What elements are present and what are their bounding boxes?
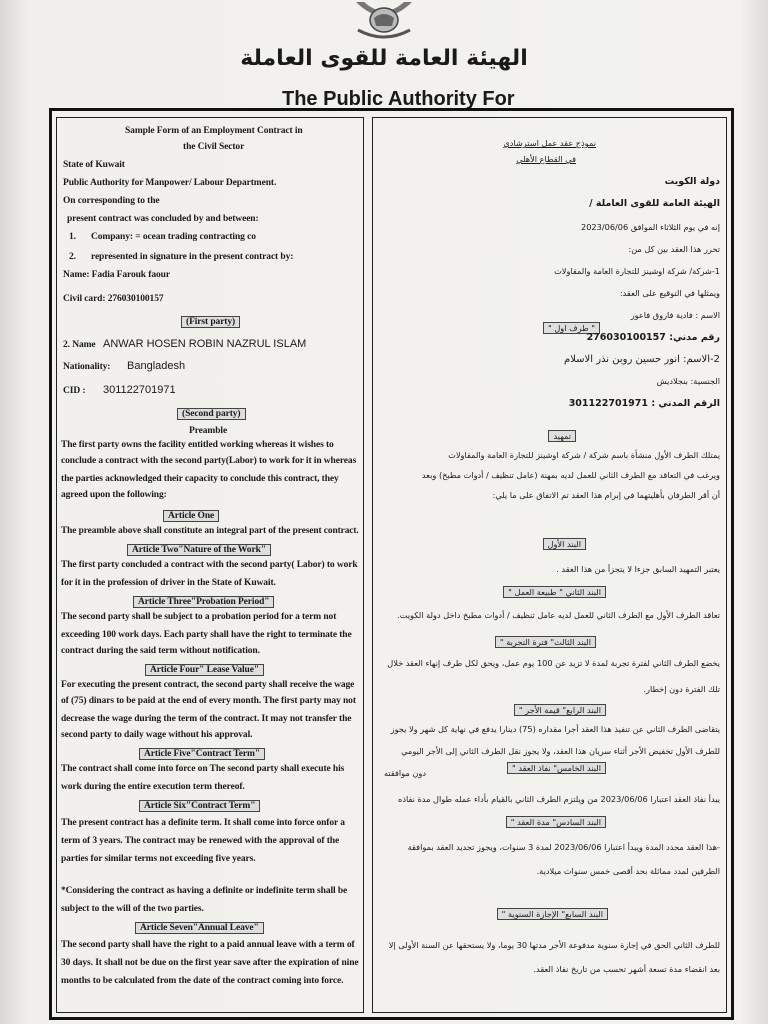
arabic-preamble-line: أن أقر الطرفان بأهليتهما في إبرام هذا العقد تم الاتفاق على ما يلي: bbox=[492, 490, 720, 500]
term-note-text: subject to the will of the two parties. bbox=[61, 904, 204, 914]
arabic-second-party-name: 2-الاسم: انور حسين روبن نذر الاسلام bbox=[564, 354, 720, 365]
cid-value: 301122701971 bbox=[103, 384, 176, 396]
article-two-text: for it in the profession of driver in the State of Kuwait. bbox=[61, 578, 276, 588]
arabic-article-four-text: دون موافقته bbox=[383, 768, 426, 778]
concluded-text: present contract was concluded by and between: bbox=[67, 214, 259, 224]
arabic-article-five-text: يبدأ نفاذ العقد اعتبارا 2023/06/06 من ويلتزم الطرف الثاني بالقيام بأداء عمله طوال مدة نفاذه bbox=[398, 794, 720, 804]
arabic-article-two-title: البند الثاني " طبيعة العمل " bbox=[503, 586, 606, 598]
form-title-line-1: Sample Form of an Employment Contract in bbox=[125, 126, 303, 136]
emblem-icon bbox=[352, 0, 416, 42]
represented-line: represented in signature in the present contract by: bbox=[91, 252, 294, 262]
preamble-line: The first party owns the facility entitled working whereas it wishes to bbox=[61, 440, 334, 450]
article-one-text: The preamble above shall constitute an integral part of the present contract. bbox=[61, 526, 359, 536]
corresponding-text: On corresponding to the bbox=[63, 196, 160, 206]
article-five-title: Article Five"Contract Term" bbox=[139, 748, 265, 760]
arabic-article-six-title: البند السادس" مدة العقد " bbox=[506, 816, 606, 828]
arabic-cid: الرقم المدني : 301122701971 bbox=[568, 398, 720, 409]
article-seven-title: Article Seven"Annual Leave" bbox=[135, 922, 264, 934]
contract-frame bbox=[49, 108, 734, 1020]
arabic-company: 1-شركة/ شركة اوشينز للتجارة العامة والمقاولات bbox=[554, 266, 720, 276]
arabic-authority: الهيئة العامة للقوى العاملة / bbox=[589, 198, 720, 209]
arabic-article-seven-title: البند السابع" الإجازة السنوية " bbox=[497, 908, 608, 920]
english-authority-title: The Public Authority For bbox=[282, 88, 515, 110]
arabic-preamble-title: تمهيد bbox=[548, 430, 576, 442]
arabic-represented: ويمثلها في التوقيع على العقد: bbox=[619, 288, 720, 298]
article-five-text: The contract shall come into force on The second party shall execute his bbox=[61, 764, 345, 774]
represented-number: 2. bbox=[69, 252, 76, 262]
state-label: State of Kuwait bbox=[63, 160, 125, 170]
article-six-title: Article Six"Contract Term" bbox=[139, 800, 260, 812]
article-six-text: term of 3 years. The contract may be renewed with the approval of the bbox=[61, 836, 340, 846]
arabic-form-title-line-2: في القطاع الأهلي bbox=[516, 154, 576, 164]
article-two-text: The first party concluded a contract with the second party( Labor) to work bbox=[61, 560, 358, 570]
article-four-text: of (75) dinars to be paid at the end of every month. The first party may not bbox=[61, 696, 356, 706]
arabic-article-three-text: يخضع الطرف الثاني لفترة تجربة لمدة لا تزيد عن 100 يوم عمل، ويحق لكل طرف إنهاء العقد خلال bbox=[387, 658, 720, 668]
arabic-article-seven-text: بعد انقضاء مدة تسعة أشهر تحسب من تاريخ نفاذ العقد. bbox=[533, 964, 720, 974]
article-seven-text: months to be calculated from the date of the contract coming into force. bbox=[61, 976, 344, 986]
article-three-title: Article Three"Probation Period" bbox=[133, 596, 274, 608]
article-three-text: The second party shall be subject to a probation period for a term not bbox=[61, 612, 337, 622]
nationality-label: Nationality: bbox=[63, 362, 111, 372]
article-three-text: contract during the said term without notification. bbox=[61, 646, 260, 656]
arabic-article-five-title: البند الخامس" نفاذ العقد " bbox=[507, 762, 606, 774]
arabic-column bbox=[372, 117, 727, 1013]
first-party-label: (First party) bbox=[181, 316, 240, 328]
arabic-article-six-text: -هذا العقد محدد المدة ويبدأ اعتبارا 2023/06/06 لمدة 3 سنوات، ويجوز تجديد العقد بموافقة bbox=[407, 842, 720, 852]
article-four-text: decrease the wage during the term of the contract. It may not transfer the bbox=[61, 714, 352, 724]
arabic-state: دولة الكويت bbox=[664, 176, 720, 187]
article-seven-text: The second party shall have the right to a paid annual leave with a term of bbox=[61, 940, 355, 950]
arabic-article-four-text: يتقاضى الطرف الثاني عن تنفيذ هذا العقد أجرا مقداره (75) دينارا يدفع في نهاية كل شهر ولا يجوز bbox=[390, 724, 720, 734]
term-note-text: *Considering the contract as having a definite or indefinite term shall be bbox=[61, 886, 348, 896]
article-four-text: For executing the present contract, the second party shall receive the wage bbox=[61, 680, 355, 690]
arabic-preamble-line: ويرغب في التعاقد مع الطرف الثاني للعمل لديه بمهنة (عامل تنظيف / أدوات مطبخ) وبعد bbox=[421, 470, 720, 480]
article-four-text: second party to daily wage without his approval. bbox=[61, 730, 253, 740]
arabic-article-six-text: الطرفين لمدد مماثلة بحد أقصى خمس سنوات ميلادية. bbox=[536, 866, 720, 876]
article-seven-text: 30 days. It shall not be due on the first year save after the expiration of nine bbox=[61, 958, 359, 968]
form-title-line-2: the Civil Sector bbox=[183, 142, 245, 152]
preamble-title: Preamble bbox=[189, 426, 228, 436]
article-two-title: Article Two"Nature of the Work" bbox=[127, 544, 271, 556]
article-six-text: The present contract has a definite term. It shall come into force onfor a bbox=[61, 818, 345, 828]
article-six-text: parties for similar terms not exceeding five years. bbox=[61, 854, 256, 864]
article-four-title: Article Four" Lease Value" bbox=[145, 664, 264, 676]
company-number: 1. bbox=[69, 232, 76, 242]
arabic-article-four-text: للطرف الأول تخفيض الأجر أثناء سريان هذا العقد، ولا يجوز نقل الطرف الثاني إلى الأجر اليومي bbox=[401, 746, 720, 756]
arabic-concluded: تحرر هذا العقد بين كل من: bbox=[628, 244, 720, 254]
arabic-article-three-title: البند الثالث" فترة التجربة " bbox=[495, 636, 596, 648]
arabic-nationality: الجنسية: بنجلاديش bbox=[656, 376, 720, 386]
article-five-text: work during the entire execution term thereof. bbox=[61, 782, 245, 792]
preamble-line: agreed upon the following: bbox=[61, 490, 167, 500]
arabic-date-line: إنه في يوم الثلاثاء الموافق 2023/06/06 bbox=[581, 222, 720, 232]
arabic-first-party-label: " طرف اول " bbox=[543, 322, 600, 334]
arabic-preamble-line: يمتلك الطرف الأول منشأة باسم شركة / شركة اوشينز للتجارة العامة والمقاولات bbox=[448, 450, 720, 460]
arabic-article-four-title: البند الرابع" قيمة الأجر " bbox=[514, 704, 606, 716]
second-party-name: ANWAR HOSEN ROBIN NAZRUL ISLAM bbox=[103, 338, 307, 350]
civil-card: Civil card: 276030100157 bbox=[63, 294, 164, 304]
preamble-line: conclude a contract with the second party(Labor) to work for it in whereas bbox=[61, 456, 357, 466]
english-column bbox=[56, 117, 364, 1013]
arabic-article-seven-text: للطرف الثاني الحق في إجازة سنوية مدفوعة الأجر مدتها 30 يوما، ولا يستحقها عن السنة الأولى إلا bbox=[388, 940, 720, 950]
company-line: Company: = ocean trading contracting co bbox=[91, 232, 256, 242]
representative-name: Name: Fadia Farouk faour bbox=[63, 270, 170, 280]
second-party-name-label: 2. Name bbox=[63, 340, 96, 350]
article-one-title: Article One bbox=[163, 510, 219, 522]
arabic-civil: رقم مدني: 276030100157 bbox=[586, 332, 720, 343]
nationality-value: Bangladesh bbox=[127, 360, 186, 372]
arabic-form-title-line-1: نموذج عقد عمل استرشادي bbox=[503, 138, 596, 148]
arabic-name: الاسم : فادية فاروق فاعور bbox=[630, 310, 720, 320]
arabic-article-one-text: يعتبر التمهيد السابق جزءا لا يتجزأ من هذا العقد . bbox=[556, 564, 720, 574]
cid-label: CID : bbox=[63, 386, 86, 396]
arabic-article-three-text: تلك الفترة دون إخطار. bbox=[643, 684, 720, 694]
authority-label: Public Authority for Manpower/ Labour Department. bbox=[63, 178, 277, 188]
second-party-label: (Second party) bbox=[177, 408, 246, 420]
preamble-line: the parties acknowledged their capacity to conclude this contract, they bbox=[61, 474, 339, 484]
article-three-text: exceeding 100 work days. Each party shall have the right to terminate the bbox=[61, 630, 352, 640]
arabic-article-two-text: تعاقد الطرف الأول مع الطرف الثاني للعمل لديه عامل تنظيف / أدوات مطبخ داخل دولة الكويت. bbox=[397, 610, 720, 620]
arabic-article-one-title: البند الأول bbox=[543, 538, 586, 550]
arabic-authority-title: الهيئة العامة للقوى العاملة bbox=[240, 46, 528, 71]
